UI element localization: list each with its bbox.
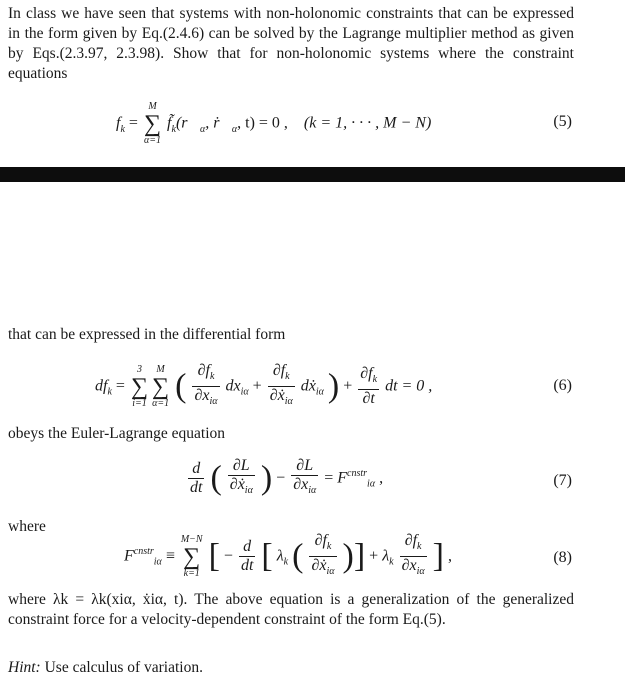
eq8-number: (8) [553,548,572,566]
eq6-tail: dt = 0 , [385,377,433,395]
eq6-frac3: $\frac{\partial f_k}{\partial t}$ [360,365,378,408]
eq6-sum1-lower: i=1 [132,397,147,409]
hint-label: Hint: [8,659,41,676]
eq5-arg-sub: α [199,123,206,135]
eq7-ddt: $\frac{d}{dt}$ [190,460,203,497]
eq5-equals: = [128,114,138,132]
eq6-frac1: $\frac{\partial f_k}{\partial x_{i\alpha}}$ [194,362,218,408]
eq8-ddt: $\frac{d}{dt}$ [240,538,254,575]
eq6-diff1: dx [225,377,241,395]
eq6-sum-alpha: M ∑ α=1 [152,363,170,409]
eq5-sum-lower: α=1 [143,135,161,146]
eq8-frac1: $\frac{\partial f_k}{\partial ẋ_{i\alpha}}$ [311,532,335,578]
eq6-lhs-sub: k [107,386,112,398]
hint-line [8,658,574,678]
eq7-frac2: $\frac{\partial L}{\partial x_{i\alpha}}$ [293,457,317,497]
eq8-frac2: $\frac{\partial f_k}{\partial x_{i\alpha}}$ [401,532,425,578]
eq6-diff2: dẋ [300,377,316,395]
eq5-sum: M ∑ α=1 [143,101,162,146]
eq5-args: (r⃗ [175,114,200,132]
eq5-term: f̃ [167,114,172,132]
eq6-sum-i: 3 ∑ i=1 [130,363,149,409]
eq6-frac2: $\frac{\partial f_k}{\partial ẋ_{i\alpha}}$ [269,362,293,408]
eq6-sum2-lower: α=1 [152,397,170,409]
equation-8: $F^{cnstr}_{i\alpha}$ ≡ M−N ∑ k=1 [ − $\frac{d}{dt}$ [ $\lambda_k$ ( $\frac{\partial f_k}{\partial ẋ_{i\alpha}}$ )] + $\lambda_k$ $\frac{\partial f_k}{\partial x_{i\alpha}}$ ] , (8) [0,530,625,585]
eq8-sum-upper: M−N [180,533,203,545]
eq5-arg-mid: , ṙ⃗ [205,114,232,132]
eq5-lhs: f [116,114,121,132]
where-text: where [8,518,46,535]
eq5-arg-tail: , t) = 0 , [237,114,288,132]
eq8-force: F [124,547,134,565]
eq7-number: (7) [553,472,572,489]
eq6-sum2-upper: M [156,363,165,375]
eq6-lhs: df [95,377,108,395]
euler-text: obeys the Euler-Lagrange equation [8,425,226,442]
eq5-sum-upper: M [148,101,157,112]
intro-paragraph: In class we have seen that systems with non-holonomic constraints that can be expressed in the form given by Eq.(2.4.6) can be solved by the Lagrange multiplier method as given by Eqs.(2.3.97, 2.3.98). Show that for non-holonomic systems where the constraint equations [8,5,574,82]
equation-6: $df_k$ = 3 ∑ i=1 M ∑ α=1 ( $\frac{\partial f_k}{\partial x_{i\alpha}}$ $dx_{i\alpha}$ + $\frac{\partial f_k}{\partial ẋ_{i\alpha}}$ dẋ$_{i\alpha}$ ) + $\frac{\partial f_k}{\partial t}$ dt = 0 , (6) [0,360,625,412]
final-paragraph: where λk = λk(xiα, ẋiα, t). The above equation is a generalization of the generalized constraint force for a velocity-dependent constraint of the form Eq.(5). [8,591,574,628]
eq5-lhs-sub: k [120,123,125,135]
equation-5: $f_k$ = M ∑ α=1 $f̃_k(r⃗_\alpha$, $ṙ⃗_\alpha$, t) = 0 , (k = 1, · · · , M − N) (5) [116,101,572,146]
hint-text: Use calculus of variation. [44,659,203,676]
eq8-sum-lower: k=1 [183,567,200,579]
eq6-equals: = [115,377,125,395]
eq5-range: (k = 1, · · · , M − N) [303,114,432,132]
equation-7: $\frac{d}{dt}$ ( $\frac{\partial L}{\partial ẋ_{i\alpha}}$ ) − $\frac{\partial L}{\partial x_{i\alpha}}$ = $F^{cnstr}_{i\alpha}$ , (7) [0,455,625,507]
middle-paragraph: that can be expressed in the differential form [8,326,286,343]
eq7-frac1: $\frac{\partial L}{\partial ẋ_{i\alpha}}$ [229,457,253,497]
eq7-force: F [337,469,348,487]
eq6-number: (6) [553,377,572,394]
redaction-bar [0,167,625,182]
eq6-sum1-upper: 3 [136,363,142,375]
eq5-number: (5) [553,113,572,130]
eq8-sum: M−N ∑ k=1 [180,533,203,579]
